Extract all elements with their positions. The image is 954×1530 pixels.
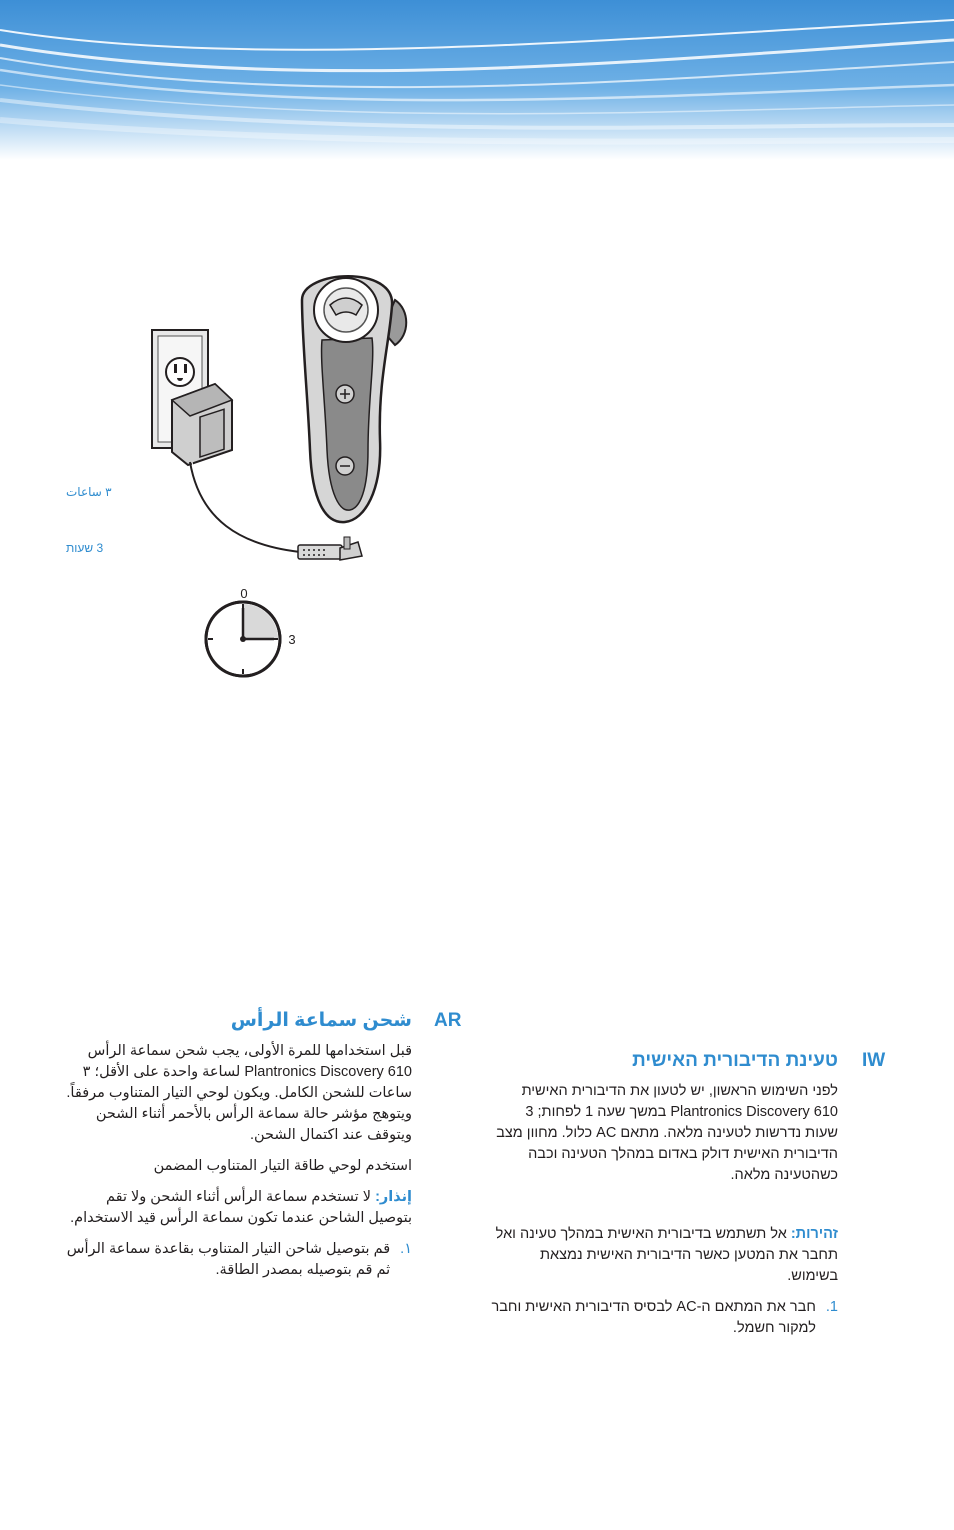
language-code-ar: AR — [434, 1010, 462, 1031]
clock-icon — [206, 586, 296, 676]
clock-label-right: 3 — [288, 632, 296, 647]
adapter-line-ar: استخدم لوحي طاقة التيار المتناوب المضمن — [153, 1158, 412, 1174]
intro-paragraph-iw: לפני השימוש הראשון, יש לטעון את הדיבורית האישית Plantronics Discovery 610 במשך שעה 1 לפחות; 3 שעות נדרשות לטעינה מלאה. מתאם AC כלול. מחוון מצב הדיבורית האישית דולק באדום במהלך הטעינה וכבה כשהטעינה מלאה. — [496, 1083, 838, 1183]
warning-label-ar: إنذار: — [375, 1189, 412, 1205]
side-label-ar: ٣ ساعات — [66, 485, 112, 499]
clock-label-top: 0 — [240, 586, 248, 601]
intro-paragraph-ar: قبل استخدامها للمرة الأولى، يجب شحن سماعة الرأس Plantronics Discovery 610 لساعة واحدة على الأقل؛ ٣ ساعات للشحن الكامل. ويكون لوحي التيار المتناوب مرفقاً. ويتوهج مؤشر حالة سماعة الرأس بالأحمر أثناء الشحن ويتوقف عند اكتمال الشحن. — [66, 1043, 412, 1143]
step-number-iw: 1. — [825, 1299, 838, 1315]
warning-text-ar: لا تستخدم سماعة الرأس أثناء الشحن ولا تقم بتوصيل الشاحن عندما تكون سماعة الرأس قيد الاستخدام. — [70, 1189, 412, 1226]
step-1-iw — [490, 1297, 838, 1339]
header-wave-banner — [0, 0, 954, 160]
caution-text-iw: אל תשתמש בדיבורית האישית במהלך טעינה ואל תחבר את המטען כאשר הדיבורית האישית נמצאת בשימוש. — [495, 1226, 838, 1284]
caution-label-iw: זהירות: — [790, 1226, 838, 1242]
language-code-iw: IW — [862, 1050, 886, 1071]
step-text-ar: قم بتوصيل شاحن التيار المتناوب بقاعدة سماعة الرأس ثم قم بتوصيله بمصدر الطاقة. — [66, 1241, 391, 1278]
step-1-ar — [60, 1239, 412, 1281]
step-text-iw: חבר את המתאם ה-AC לבסיס הדיבורית האישית וחבר למקור חשמל. — [491, 1299, 816, 1336]
section-header-ar — [60, 1010, 462, 1031]
section-hebrew — [490, 1050, 886, 1339]
headset-icon — [302, 276, 406, 522]
section-header-iw — [490, 1050, 886, 1071]
ac-adapter-icon — [172, 384, 232, 465]
charger-cable — [190, 462, 300, 552]
section-title-iw: טעינת הדיבורית האישית — [632, 1050, 838, 1071]
section-title-ar: شحن سماعة الرأس — [230, 1010, 412, 1031]
caution-paragraph-iw — [490, 1224, 838, 1287]
charging-illustration — [0, 255, 460, 685]
charging-connector-icon — [298, 537, 362, 560]
section-arabic — [60, 1010, 462, 1281]
warning-paragraph-ar — [60, 1187, 412, 1229]
side-label-iw: 3 שעות — [66, 541, 104, 555]
step-number-ar: ١. — [400, 1241, 412, 1257]
